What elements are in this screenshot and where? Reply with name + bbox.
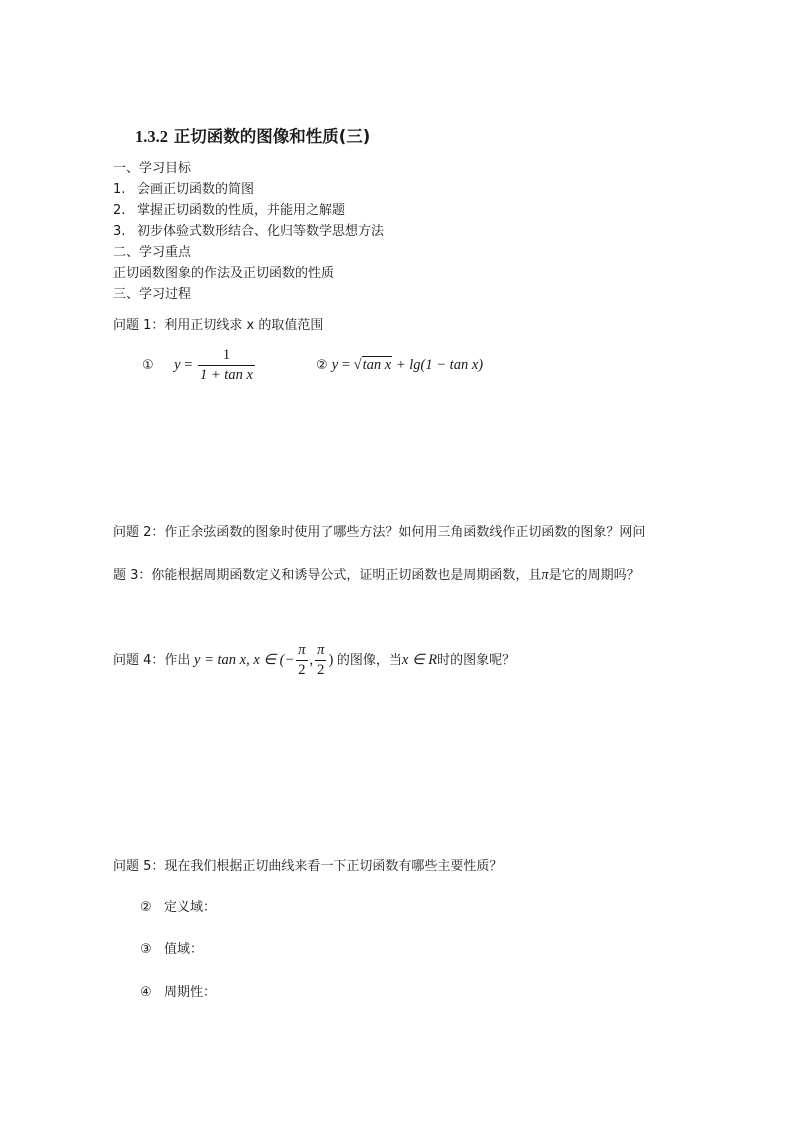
sqrt-icon: √ — [353, 357, 362, 373]
question-4 — [113, 642, 515, 680]
property-marker: ② — [140, 900, 152, 915]
formula-2-lhs: y — [331, 357, 339, 373]
formula-2: ② y = √tan x + lg(1 − tan x) — [316, 357, 484, 373]
question-4-text-c: 时的图象呢？ — [437, 653, 516, 669]
goal-text: 初步体验式数形结合、化归等数学思想方法 — [137, 224, 385, 239]
title-text: 正切函数的图像和性质(三) — [173, 127, 371, 146]
formula-1-fraction — [198, 347, 255, 385]
question-4-close: ) — [328, 652, 334, 669]
question-3-pi: π — [541, 567, 549, 583]
property-label: 周期性： — [164, 985, 217, 1000]
formula-1-numerator: 1 — [222, 347, 231, 363]
question-3-text-a: 题 3：你能根据周期函数定义和诱导公式，证明正切函数也是周期函数，且 — [113, 568, 542, 583]
goal-item-2 — [113, 203, 345, 219]
section-goals-heading: 一、学习目标 — [113, 161, 192, 176]
property-period — [140, 985, 216, 1001]
property-marker: ④ — [140, 985, 152, 1000]
section-process-heading: 三、学习过程 — [113, 287, 192, 302]
question-4-cond: x ∈ R — [401, 652, 438, 669]
formula-1: ① y = $\frac{1}{\text{1 + tan x}}$ — [142, 347, 253, 384]
question-4-frac-1 — [296, 642, 307, 680]
goal-text: 掌握正切函数的性质，并能用之解题 — [137, 203, 346, 218]
formula-1-denominator: 1 + tan x — [200, 367, 253, 384]
page-title — [135, 127, 370, 147]
frac-2-numerator: π — [317, 642, 325, 658]
property-label: 值域： — [164, 942, 204, 957]
section-focus-heading: 二、学习重点 — [113, 245, 192, 260]
goal-number: 1. — [113, 182, 126, 197]
question-2: 问题 2：作正余弦函数的图象时使用了哪些方法？如何用三角函数线作正切函数的图象？网问 — [113, 525, 646, 540]
property-marker: ③ — [140, 942, 152, 957]
frac-1-denominator: 2 — [298, 662, 306, 679]
question-4-text-a: 问题 4：作出 — [113, 653, 191, 669]
question-4-text-b: 的图像，当 — [336, 653, 402, 669]
property-label: 定义域： — [164, 900, 217, 915]
formula-2-radicand: tan x — [362, 357, 392, 373]
formula-2-marker: ② — [316, 358, 328, 373]
goal-item-3 — [113, 224, 384, 240]
title-number: 1.3.2 — [135, 127, 168, 146]
question-4-frac-2 — [315, 642, 326, 680]
question-3-text-b: 是它的周期吗？ — [548, 568, 640, 583]
formula-1-lhs: y — [174, 357, 181, 374]
focus-text: 正切函数图象的作法及正切函数的性质 — [113, 266, 335, 281]
formula-1-marker: ① — [142, 358, 154, 374]
goal-text: 会画正切函数的简图 — [137, 182, 255, 197]
question-1: 问题 1：利用正切线求 x 的取值范围 — [113, 318, 324, 333]
frac-1-numerator: π — [298, 642, 306, 658]
question-4-expr: y = tan x, x ∈ (− — [194, 652, 295, 669]
question-5: 问题 5：现在我们根据正切曲线来看一下正切函数有哪些主要性质？ — [113, 859, 503, 874]
goal-number: 3. — [113, 224, 126, 239]
frac-2-denominator: 2 — [317, 662, 325, 679]
question-3 — [113, 567, 640, 584]
goal-number: 2. — [113, 203, 126, 218]
property-domain — [140, 900, 216, 916]
formula-2-rest: + lg(1 − tan x) — [395, 357, 484, 373]
property-range — [140, 942, 203, 958]
goal-item-1 — [113, 182, 254, 198]
question-4-comma: , — [309, 652, 314, 669]
